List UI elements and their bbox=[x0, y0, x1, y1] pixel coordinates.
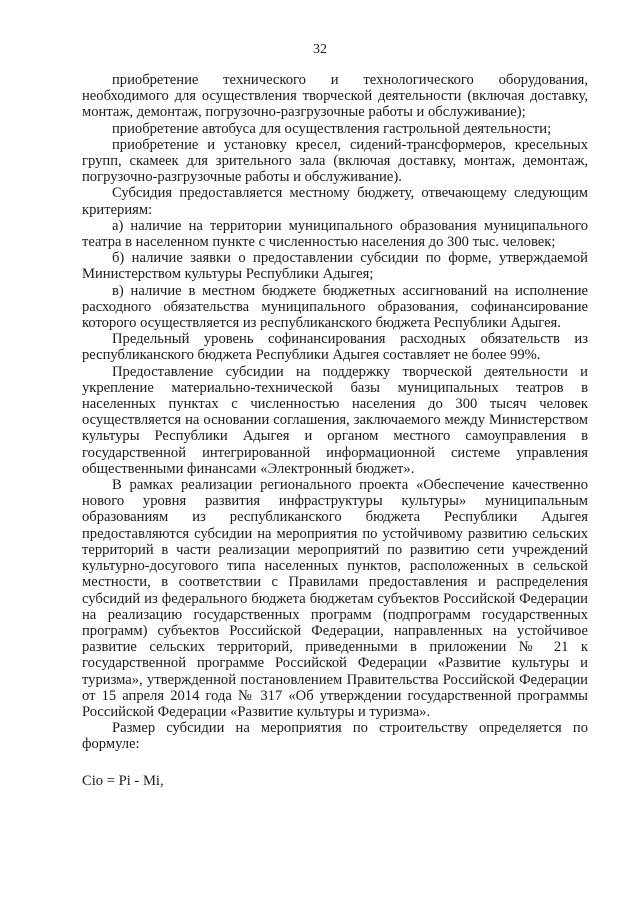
paragraph-cofinancing-limit: Предельный уровень софинансирования расходных обязательств из республиканского бюджета Республики Адыгея составляет не более 99%. bbox=[82, 331, 588, 364]
paragraph-bus-purchase: приобретение автобуса для осуществления гастрольной деятельности; bbox=[112, 120, 552, 137]
document-body bbox=[82, 72, 588, 789]
paragraph-equipment-purchase: приобретение технического и технологического оборудования, необходимого для осуществления творческой деятельности (включая доставку, монтаж, демонтаж, погрузочно-разгрузочные работы и обслуживание); bbox=[82, 72, 588, 121]
paragraph-criterion-a: а) наличие на территории муниципального образования муниципального театра в населенном пункте с численностью населения до 300 тыс. человек; bbox=[82, 217, 588, 251]
page-number: 32 bbox=[313, 42, 327, 57]
paragraph-criteria-intro: Субсидия предоставляется местному бюджету, отвечающему следующим критериям: bbox=[82, 185, 588, 218]
subsidy-formula: Сiо = Рi - Мi, bbox=[82, 772, 164, 789]
paragraph-seating-installation: приобретение и установку кресел, сидений-трансформеров, кресельных групп, скамеек для зрительного зала (включая доставку, монтаж, демонтаж, погрузочно-разгрузочные работы и обслуживание). bbox=[82, 136, 588, 186]
paragraph-regional-project: В рамках реализации регионального проекта «Обеспечение качественно нового уровня развития инфраструктуры культуры» муниципальным образованиям из республиканского бюджета Республики Адыгея предоставляются субсидии на мероприятия по устойчивому развитию сельских территорий в части реализации мероприятий по развитию сети учреждений культурно-досугового типа населенных пунктов, расположенных в сельской местности, в соответствии с Правилами предоставления и распределения субсидий из федерального бюджета бюджетам субъектов Российской Федерации на реализацию государственных программ (подпрограмм государственных программ) субъектов Российской Федерации, направленных на устойчивое развитие сельских территорий, приведенными в приложении № 21 к государственной программе Российской Федерации «Развитие культуры и туризма», утвержденной постановлением Правительства Российской Федерации от 15 апреля 2014 года № 317 «Об утверждении государственной программы Российской Федерации «Развитие культуры и туризма». bbox=[82, 477, 588, 720]
paragraph-criterion-b: б) наличие заявки о предоставлении субсидии по форме, утверждаемой Министерством культуры Республики Адыгея; bbox=[82, 250, 588, 283]
paragraph-criterion-c: в) наличие в местном бюджете бюджетных ассигнований на исполнение расходного обязательства муниципального образования, софинансирование которого осуществляется из республиканского бюджета Республики Адыгея. bbox=[82, 282, 588, 332]
paragraph-formula-intro: Размер субсидии на мероприятия по строительству определяется по формуле: bbox=[82, 720, 588, 753]
paragraph-agreement-basis: Предоставление субсидии на поддержку творческой деятельности и укрепление материально-технической базы муниципальных театров в населенных пунктах с численностью населения до 300 тысяч человек осуществляется на основании соглашения, заключаемого между Министерством культуры Республики Адыгея и органом местного самоуправления в государственной интегрированной информационной системе управления общественными финансами «Электронный бюджет». bbox=[82, 363, 588, 477]
